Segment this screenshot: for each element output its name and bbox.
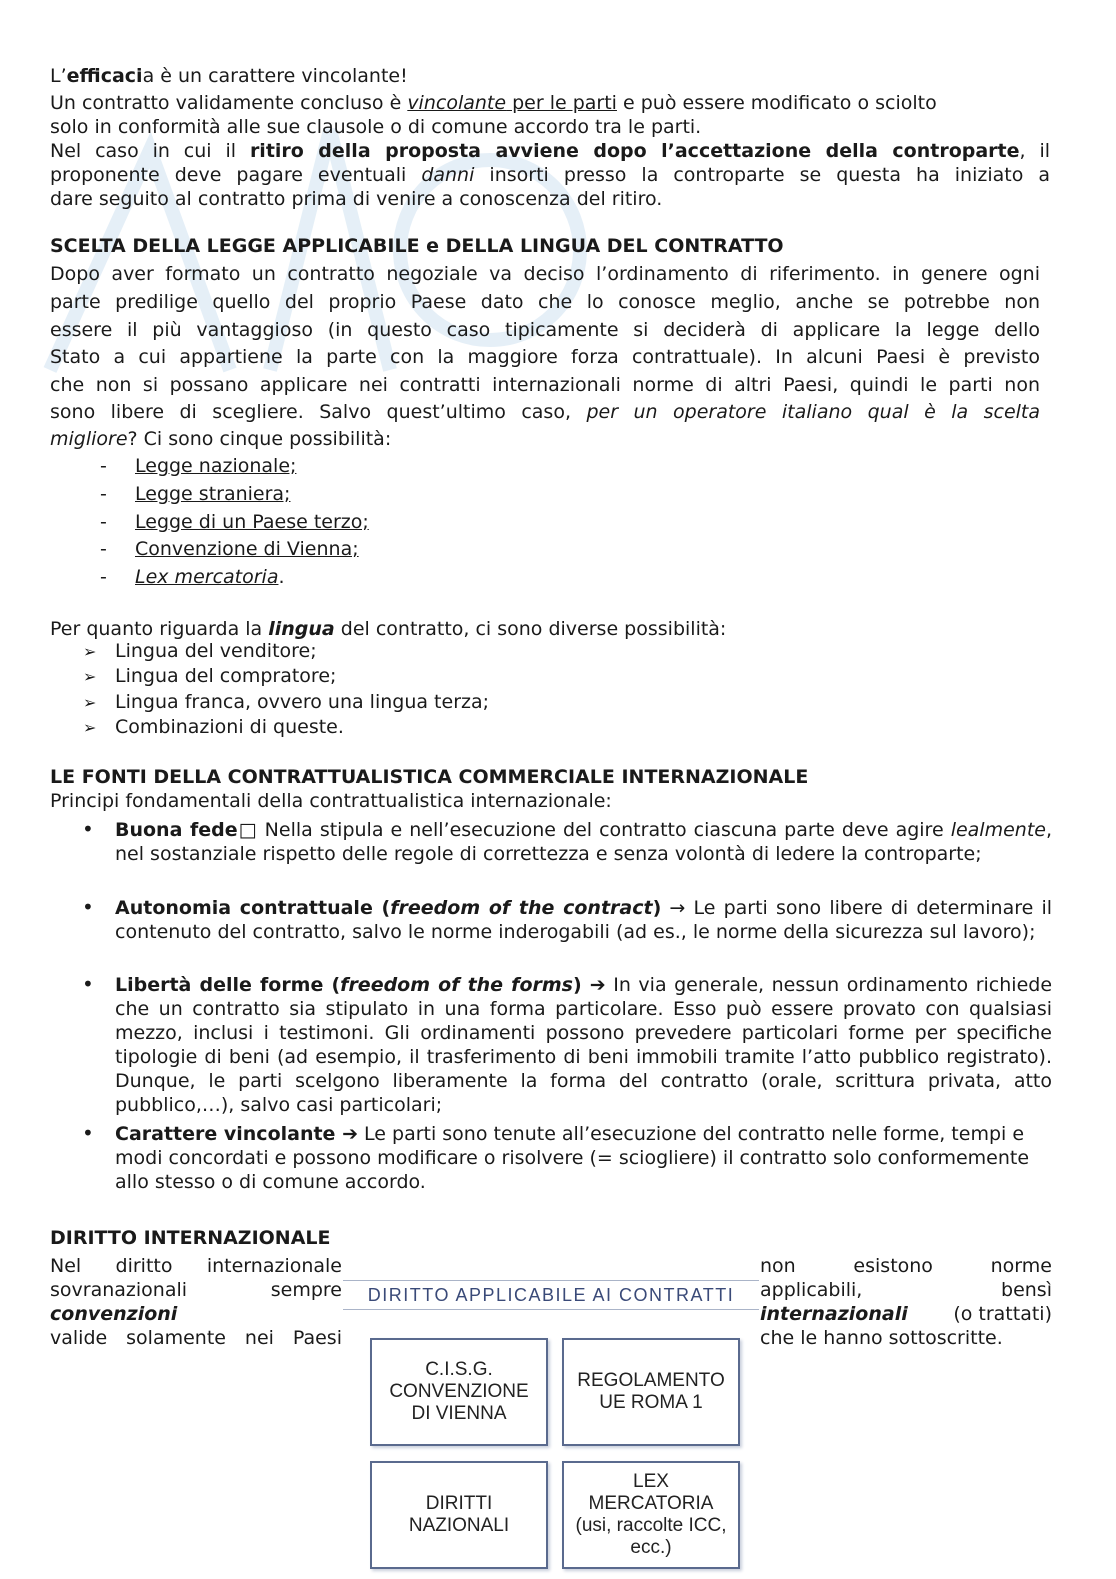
text-bold: Libertà delle forme ( <box>115 974 341 996</box>
text-bold-italic: internazionali <box>760 1303 908 1325</box>
principle-autonomia <box>115 896 1052 944</box>
dash-marker: - <box>100 538 107 560</box>
body-line: Dopo aver formato un contratto negoziale va deciso l’ordinamento di riferimento. in genere ogni <box>50 263 1040 285</box>
text: bensì <box>1001 1279 1052 1301</box>
text: (o trattati) <box>953 1303 1052 1325</box>
text: del contratto, ci sono diverse possibilità: <box>334 618 727 640</box>
right-col-line <box>760 1302 1052 1326</box>
dash-marker: - <box>100 455 107 477</box>
left-col-line <box>50 1302 342 1326</box>
text-italic: migliore <box>50 428 128 450</box>
intro-line-5 <box>50 163 1050 187</box>
text: Per quanto riguarda la <box>50 618 269 640</box>
text: L’ <box>50 65 67 87</box>
diagram-box-roma1 <box>562 1338 740 1446</box>
option-item: Legge straniera; <box>135 483 291 505</box>
text-italic: Lex mercatoria <box>135 566 279 588</box>
left-col-line <box>50 1254 342 1278</box>
text-bold: ) <box>652 897 662 919</box>
fonti-intro: Principi fondamentali della contrattualistica internazionale: <box>50 790 612 812</box>
bullet-icon: • <box>82 1121 94 1145</box>
bullet-icon: • <box>82 972 94 996</box>
box-line: (usi, raccolte ICC, <box>575 1515 727 1536</box>
text-bold-italic: lingua <box>268 618 335 640</box>
text-italic: lealmente <box>950 819 1046 841</box>
text-bold-italic: freedom of the forms <box>340 974 573 996</box>
text: Nella stipula e nell’esecuzione del contratto ciascuna parte deve agire <box>257 819 951 841</box>
text: diritto <box>115 1255 173 1277</box>
box-line: DI VIENNA <box>411 1403 507 1424</box>
text-bold: ritiro della proposta avviene dopo l’accettazione della controparte <box>249 140 1020 162</box>
left-col-line <box>50 1278 342 1302</box>
principle-carattere-vincolante <box>115 1122 1052 1194</box>
arrow-bullet-icon: ➢ <box>83 693 97 712</box>
body-line: parte predilige quello del proprio Paese dato che lo conosce meglio, anche se potrebbe non <box>50 291 1040 313</box>
diagram-box-diritti-nazionali <box>370 1461 548 1569</box>
diagram-diritto-applicabile <box>343 1260 759 1579</box>
body-line <box>50 400 1040 424</box>
text: non <box>760 1255 796 1277</box>
text: In via generale, nessun ordinamento richiede che un contratto sia stipulato in una forma particolare. Esso può essere provato con qualsiasi mezzo, inclusi i testimoni. Gli ordinamenti possono prevedere particolari forme per specifiche tipologie di beni (ad esempio, il trasferimento di beni immobili tramite l’atto pubblico registrato). Dunque, le parti scelgono liberamente la forma del contratto (orale, scrittura privata, atto pubblico,…), salvo casi particolari; <box>115 974 1053 1116</box>
text: nei <box>244 1327 274 1349</box>
text-bold: Buona fede <box>115 819 238 841</box>
box-line: REGOLAMENTO <box>577 1370 725 1391</box>
body-line <box>50 427 391 451</box>
intro-line-1 <box>50 64 408 88</box>
box-line: C.I.S.G. <box>425 1359 493 1380</box>
arrow-bullet-icon: ➢ <box>83 667 97 686</box>
text: , nel sostanziale rispetto delle regole di correttezza e senza volontà di ledere la controparte; <box>115 819 1053 865</box>
right-col-line <box>760 1278 1052 1302</box>
bullet-icon: • <box>82 817 94 841</box>
option-item: Convenzione di Vienna; <box>135 538 359 560</box>
text-italic: danni <box>421 164 475 186</box>
text: solamente <box>126 1327 226 1349</box>
text: . <box>278 566 285 588</box>
box-line: DIRITTI <box>425 1493 493 1514</box>
body-line: essere il più vantaggioso (in questo caso tipicamente si deciderà di applicare la legge dello <box>50 319 1040 341</box>
text-bold-italic: convenzioni <box>50 1303 178 1325</box>
section-heading-legge: SCELTA DELLA LEGGE APPLICABILE e DELLA LINGUA DEL CONTRATTO <box>50 235 784 257</box>
text: applicabili, <box>760 1279 863 1301</box>
text-italic: per un operatore italiano qual è la scelta <box>586 401 1041 423</box>
dash-marker: - <box>100 566 107 588</box>
intro-line-4 <box>50 139 1050 163</box>
lingua-item: Lingua del compratore; <box>115 665 337 687</box>
dash-marker: - <box>100 511 107 533</box>
text: sovranazionali <box>50 1279 188 1301</box>
text: ? Ci sono cinque possibilità: <box>127 428 392 450</box>
text: norme <box>990 1255 1052 1277</box>
intro-line-6: dare seguito al contratto prima di venire a conoscenza del ritiro. <box>50 188 663 210</box>
body-line: Stato a cui appartiene la parte con la maggiore forza contrattuale). In alcuni Paesi è previsto <box>50 346 1040 368</box>
section-heading-fonti: LE FONTI DELLA CONTRATTUALISTICA COMMERCIALE INTERNAZIONALE <box>50 766 809 788</box>
missing-glyph-icon: □ <box>237 819 258 841</box>
text-italic: vincolante <box>407 92 507 114</box>
text: Nel caso in cui il <box>50 140 250 162</box>
text: sempre <box>270 1279 342 1301</box>
text-bold-italic: freedom of the contract <box>390 897 653 919</box>
box-line: CONVENZIONE <box>389 1381 529 1402</box>
text: e può essere modificato o sciolto <box>616 92 937 114</box>
arrow-bullet-icon: ➢ <box>83 718 97 737</box>
option-item <box>135 566 285 588</box>
box-line: UE ROMA 1 <box>599 1392 703 1413</box>
lingua-item: Lingua del venditore; <box>115 640 317 662</box>
intro-line-3: solo in conformità alle sue clausole o di comune accordo tra le parti. <box>50 116 702 138</box>
text: internazionale <box>206 1255 342 1277</box>
text: esistono <box>853 1255 933 1277</box>
dash-marker: - <box>100 483 107 505</box>
lingua-item: Combinazioni di queste. <box>115 716 344 738</box>
arrow-icon: → <box>661 897 694 919</box>
text: sono libere di scegliere. Salvo quest’ultimo caso, <box>50 401 587 423</box>
text-bold: ) ➔ <box>572 974 606 996</box>
option-item: Legge nazionale; <box>135 455 297 477</box>
text: valide <box>50 1327 108 1349</box>
lingua-intro <box>50 617 726 641</box>
option-item: Legge di un Paese terzo; <box>135 511 369 533</box>
right-col-line: che le hanno sottoscritte. <box>760 1327 1003 1349</box>
arrow-bullet-icon: ➢ <box>83 642 97 661</box>
principle-buona-fede <box>115 818 1052 866</box>
lingua-item: Lingua franca, ovvero una lingua terza; <box>115 691 490 713</box>
text: Paesi <box>292 1327 342 1349</box>
text: Un contratto validamente concluso è <box>50 92 408 114</box>
text-underline: per le parti <box>506 92 617 114</box>
text: Nel <box>50 1255 82 1277</box>
left-col-line <box>50 1326 342 1350</box>
text-bold: efficaci <box>66 65 143 87</box>
text-bold: Carattere vincolante ➔ <box>115 1123 358 1145</box>
box-line: ecc.) <box>630 1537 672 1558</box>
box-line: NAZIONALI <box>408 1515 510 1536</box>
text-bold: Autonomia contrattuale ( <box>115 897 391 919</box>
text: insorti presso la controparte se questa ha iniziato a <box>474 164 1050 186</box>
box-line: LEX <box>633 1471 669 1492</box>
diagram-box-cisg <box>370 1338 548 1446</box>
right-col-line <box>760 1254 1052 1278</box>
text: Le parti sono tenute all’esecuzione del contratto nelle forme, tempi e modi concordati e possono modificare o risolvere (= sciogliere) il contratto solo conformemente allo stesso o di comune accordo. <box>115 1123 1030 1193</box>
bullet-icon: • <box>82 895 94 919</box>
diagram-title: DIRITTO APPLICABILE AI CONTRATTI <box>343 1280 759 1310</box>
text: a è un carattere vincolante! <box>142 65 408 87</box>
diagram-box-lex-mercatoria <box>562 1461 740 1569</box>
body-line: che non si possano applicare nei contratti internazionali norme di altri Paesi, quindi le parti non <box>50 374 1040 396</box>
principle-liberta-forme <box>115 973 1052 1117</box>
intro-line-2 <box>50 91 937 115</box>
box-line: MERCATORIA <box>588 1493 714 1514</box>
section-heading-diritto: DIRITTO INTERNAZIONALE <box>50 1227 331 1249</box>
text: , il <box>1019 140 1051 162</box>
text: Le parti sono libere di determinare il contenuto del contratto, salvo le norme inderogabili (ad es., le norme della sicurezza sul lavoro); <box>115 897 1053 943</box>
text: proponente deve pagare eventuali <box>50 164 422 186</box>
